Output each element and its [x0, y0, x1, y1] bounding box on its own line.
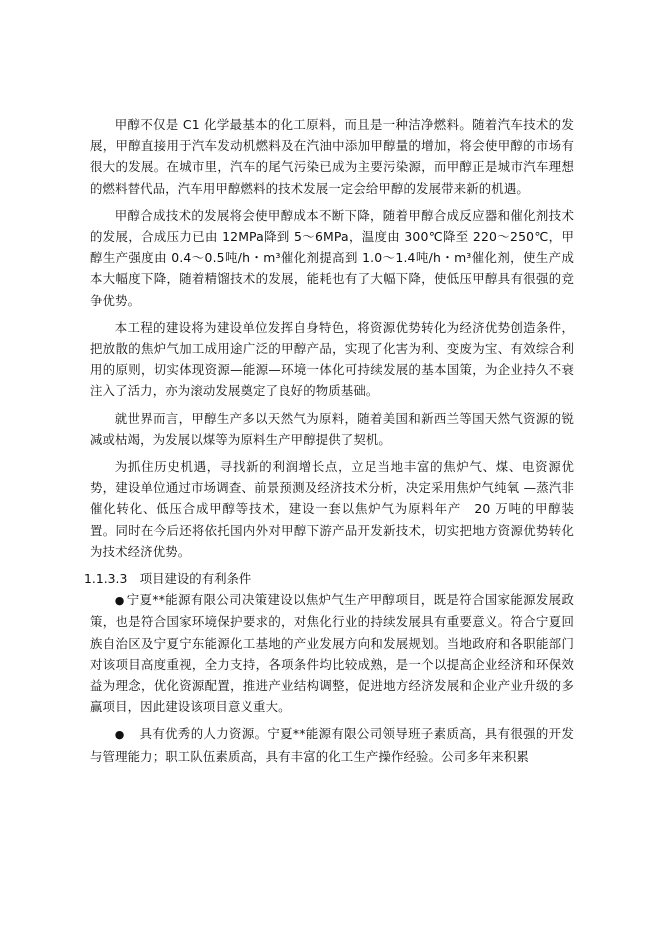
document-page — [84, 114, 575, 773]
paragraph-opportunity: 为抓住历史机遇，寻找新的利润增长点，立足当地丰富的焦炉气、煤、电资源优势，建设单位通过市场调查、前景预测及经济技术分析，决定采用焦炉气纯氧 —蒸汽非催化转化、低压合成甲醇等技术，建设一套以焦炉气为原料年产 20 万吨的甲醇装置。同时在今后还将依托国内外对甲醇下游产品开发新技术，切实把地方资源优势转化为技术经济优势。 — [90, 459, 574, 559]
bullet-icon: ● — [114, 728, 125, 742]
bullet-item-policy — [90, 589, 574, 717]
paragraph-synthesis-technology: 甲醇合成技术的发展将会使甲醇成本不断下降，随着甲醇合成反应器和催化剂技术的发展，合成压力已由 12MPa降到 5～6MPa，温度由 300℃降至 220～250℃，甲醇生产强度由 0.4～0.5吨/h・m³催化剂提高到 1.0～1.4吨/h・m³催化剂，使生产成本大幅度下降，随着精馏技术的发展，能耗也有了大幅下降，使低压甲醇具有很强的竞争优势。 — [90, 207, 574, 308]
section-heading: 1.1.3.3 项目建设的有利条件 — [84, 571, 252, 587]
paragraph-methanol-fuel: 甲醇不仅是 C1 化学最基本的化工原料，而且是一种洁净燃料。随着汽车技术的发展，甲醇直接用于汽车发动机燃料及在汽油中添加甲醇量的增加，将会使甲醇的市场有很大的发展。在城市里，汽车的尾气污染已成为主要污染源，而甲醇正是城市汽车理想的燃料替代品，汽车用甲醇燃料的技术发展一定会给甲醇的发展带来新的机遇。 — [90, 117, 574, 196]
paragraph-project-construction: 本工程的建设将为建设单位发挥自身特色，将资源优势转化为经济优势创造条件，把放散的焦炉气加工成用途广泛的甲醇产品，实现了化害为利、变废为宝、有效综合利用的原则，切实体现资源—能源—环境一体化可持续发展的基本国策，为企业持久不衰注入了活力，亦为滚动发展奠定了良好的物质基础。 — [90, 319, 574, 399]
bullet-item-human-resources — [90, 723, 574, 766]
bullet-text-policy: 宁夏**能源有限公司决策建设以焦炉气生产甲醇项目，既是符合国家能源发展政策，也是符合国家环境保护要求的，对焦化行业的持续发展具有重要意义。符合宁夏回族自治区及宁夏宁东能源化工基地的产业发展方向和发展规划。当地政府和各职能部门对该项目高度重视，全力支持，各项条件均比较成熟，是一个以提高企业经济和环保效益为理念，优化资源配置，推进产业结构调整，促进地方经济发展和企业产业升级的多赢项目，因此建设该项目意义重大。 — [90, 592, 575, 715]
paragraph-world-situation: 就世界而言，甲醇生产多以天然气为原料，随着美国和新西兰等国天然气资源的锐减或枯竭，为发展以煤等为原料生产甲醇提供了契机。 — [90, 410, 574, 447]
bullet-text-human-resources: 具有优秀的人力资源。宁夏**能源有限公司领导班子素质高，具有很强的开发与管理能力；职工队伍素质高，具有丰富的化工生产操作经验。公司多年来积累 — [90, 726, 575, 764]
bullet-icon: ● — [114, 594, 125, 608]
